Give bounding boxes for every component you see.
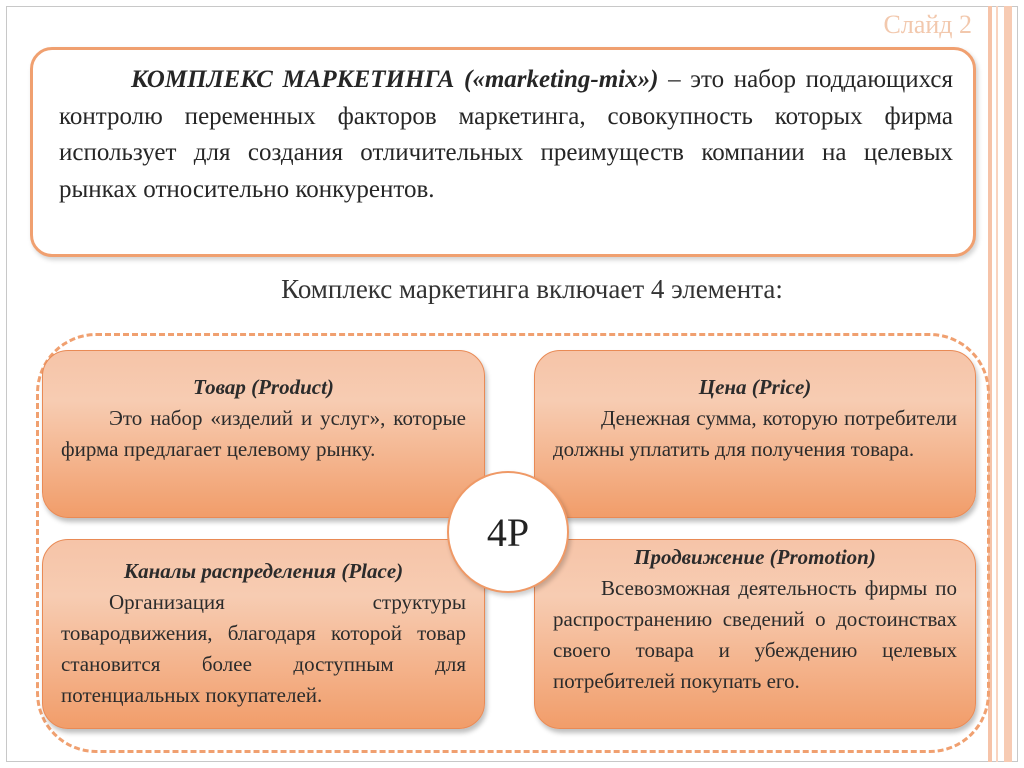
card-product <box>42 350 485 518</box>
definition-paragraph <box>59 62 953 208</box>
definition-box <box>30 47 976 257</box>
card-text: Организация структуры товародвижения, благодаря которой товар становится более доступным для потенциальных покупателей. <box>61 590 466 707</box>
subtitle: Комплекс маркетинга включает 4 элемента: <box>281 274 783 304</box>
slide-number: Слайд 2 <box>883 10 972 39</box>
card-text: Всевозможная деятельность фирмы по распространению сведений о достоинствах своего товара и убеждению целевых потребителей покупать его. <box>553 576 957 693</box>
card-title: Цена (Price) <box>698 375 812 399</box>
card-promotion <box>534 539 976 729</box>
card-title: Товар (Product) <box>193 375 334 399</box>
card-body <box>61 403 466 465</box>
card-place <box>42 539 485 729</box>
card-title: Продвижение (Promotion) <box>634 545 876 569</box>
definition-text: – это набор поддающихся контролю переменных факторов маркетинга, совокупность которых фирма использует для создания отличительных преимуществ компании на целевых рынках относительно конкурентов. <box>59 66 954 203</box>
decorative-stripe <box>1004 6 1012 762</box>
card-text: Это набор «изделий и услуг», которые фирма предлагает целевому рынку. <box>61 406 466 461</box>
card-text: Денежная сумма, которую потребители должны уплатить для получения товара. <box>553 406 957 461</box>
card-title: Каналы распределения (Place) <box>123 559 404 583</box>
decorative-stripe <box>996 6 998 762</box>
center-4p-circle: 4P <box>447 471 569 593</box>
card-body <box>553 403 957 465</box>
card-body <box>553 573 957 697</box>
definition-term: КОМПЛЕКС МАРКЕТИНГА («marketing-mix») <box>131 66 659 93</box>
card-body <box>61 587 466 711</box>
card-price <box>534 350 976 518</box>
